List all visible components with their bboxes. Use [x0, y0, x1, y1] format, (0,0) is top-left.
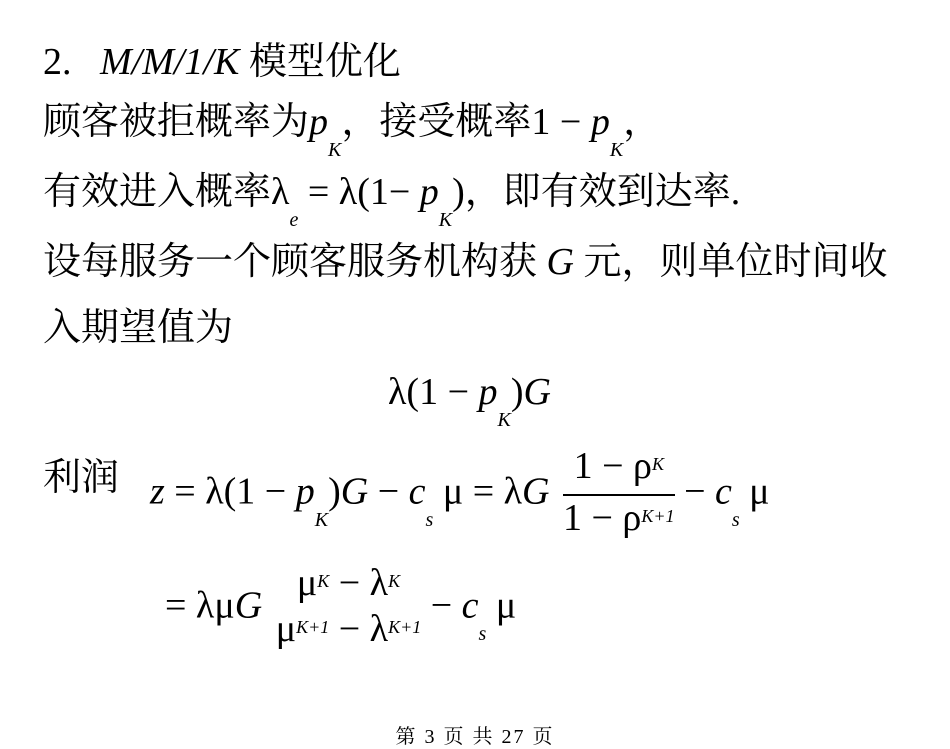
effective-rate-line [43, 170, 741, 231]
rho-fraction [563, 446, 675, 544]
minus-lambda: − λ [329, 608, 389, 650]
expectation-formula [388, 370, 551, 431]
mu-symbol: μ [296, 562, 318, 604]
k1-superscript: K+1 [641, 506, 675, 526]
p-symbol: p [295, 470, 315, 513]
model-notation: M/M/1/K [100, 41, 240, 83]
c-symbol: c [461, 584, 479, 627]
effective-expr: = λ(1− [298, 171, 420, 213]
fraction-numerator [563, 446, 675, 492]
c-symbol: c [408, 470, 426, 513]
mu-lambda-fraction [276, 563, 422, 655]
fraction-numerator [276, 563, 422, 609]
s-subscript: s [425, 508, 434, 531]
formula-part: = λ(1 − [164, 470, 296, 513]
k-superscript: K [651, 454, 664, 474]
formula-part: λ(1 − [388, 371, 479, 413]
comma: ， [623, 101, 662, 143]
k-superscript: K [388, 571, 401, 591]
k-subscript: K [314, 508, 329, 531]
minus-sign: − [421, 584, 462, 627]
numerator-text: 1 − ρ [573, 445, 652, 487]
p-symbol: p [309, 101, 329, 143]
k-subscript: K [497, 409, 511, 431]
effective-text: 有效进入概率 [43, 171, 272, 213]
income-text-b: 元，则单位时间收 [583, 241, 888, 283]
g-symbol: G [234, 584, 263, 627]
c-symbol: c [715, 470, 732, 513]
mu-symbol: μ [275, 608, 297, 650]
e-subscript: e [289, 209, 299, 231]
denominator-text: 1 − ρ [563, 497, 642, 539]
close-paren: ) [328, 470, 341, 513]
close-paren: ) [452, 171, 465, 213]
arrival-text: ，即有效到达率. [464, 171, 741, 213]
k-subscript: K [328, 139, 342, 161]
lambda-symbol: λ [271, 171, 290, 213]
minus-sign: − [674, 470, 715, 513]
expectation-text: 入期望值为 [43, 307, 234, 349]
z-symbol: z [150, 470, 165, 513]
g-symbol: G [522, 470, 550, 513]
section-number: 2. [43, 41, 72, 83]
s-subscript: s [731, 508, 740, 531]
p-symbol-2: p [590, 101, 610, 143]
mu-symbol: μ [495, 584, 517, 627]
formula-part: = λ [463, 470, 523, 513]
rejection-text: 顾客被拒概率为 [43, 101, 310, 143]
g-symbol: G [340, 470, 369, 513]
income-text-a: 设每服务一个顾客服务机构获 [43, 241, 538, 283]
accept-text: ，接受概率 [341, 101, 532, 143]
profit-label: 利润 [43, 457, 120, 499]
accept-expr: 1 − [531, 101, 591, 143]
g-symbol: G [523, 371, 551, 413]
k1-superscript: K+1 [296, 617, 330, 637]
k-superscript: K [317, 571, 330, 591]
k-subscript-2: K [609, 139, 624, 161]
fraction-denominator [563, 498, 675, 544]
mu-symbol: μ [749, 470, 770, 513]
fraction-bar [563, 494, 675, 496]
expectation-line [43, 306, 233, 350]
close-paren: ) [510, 371, 524, 413]
p-symbol: p [478, 371, 498, 413]
section-title: 模型优化 [248, 41, 401, 83]
formula-part: = λμ [165, 584, 235, 627]
fraction-denominator [276, 609, 422, 655]
minus-lambda: − λ [329, 562, 389, 604]
income-line [43, 240, 887, 284]
p-symbol: p [419, 171, 439, 213]
minus-sign: − [368, 470, 409, 513]
s-subscript: s [478, 622, 487, 645]
k1-superscript: K+1 [388, 617, 422, 637]
page-footer: 第 3 页 共 27 页 [395, 726, 555, 748]
rejection-line [43, 100, 662, 161]
k-subscript: K [438, 209, 453, 231]
section-heading [43, 40, 401, 84]
profit-formula-2 [165, 563, 516, 655]
mu-symbol: μ [442, 470, 464, 513]
g-symbol: G [546, 241, 574, 283]
profit-formula [150, 446, 770, 544]
